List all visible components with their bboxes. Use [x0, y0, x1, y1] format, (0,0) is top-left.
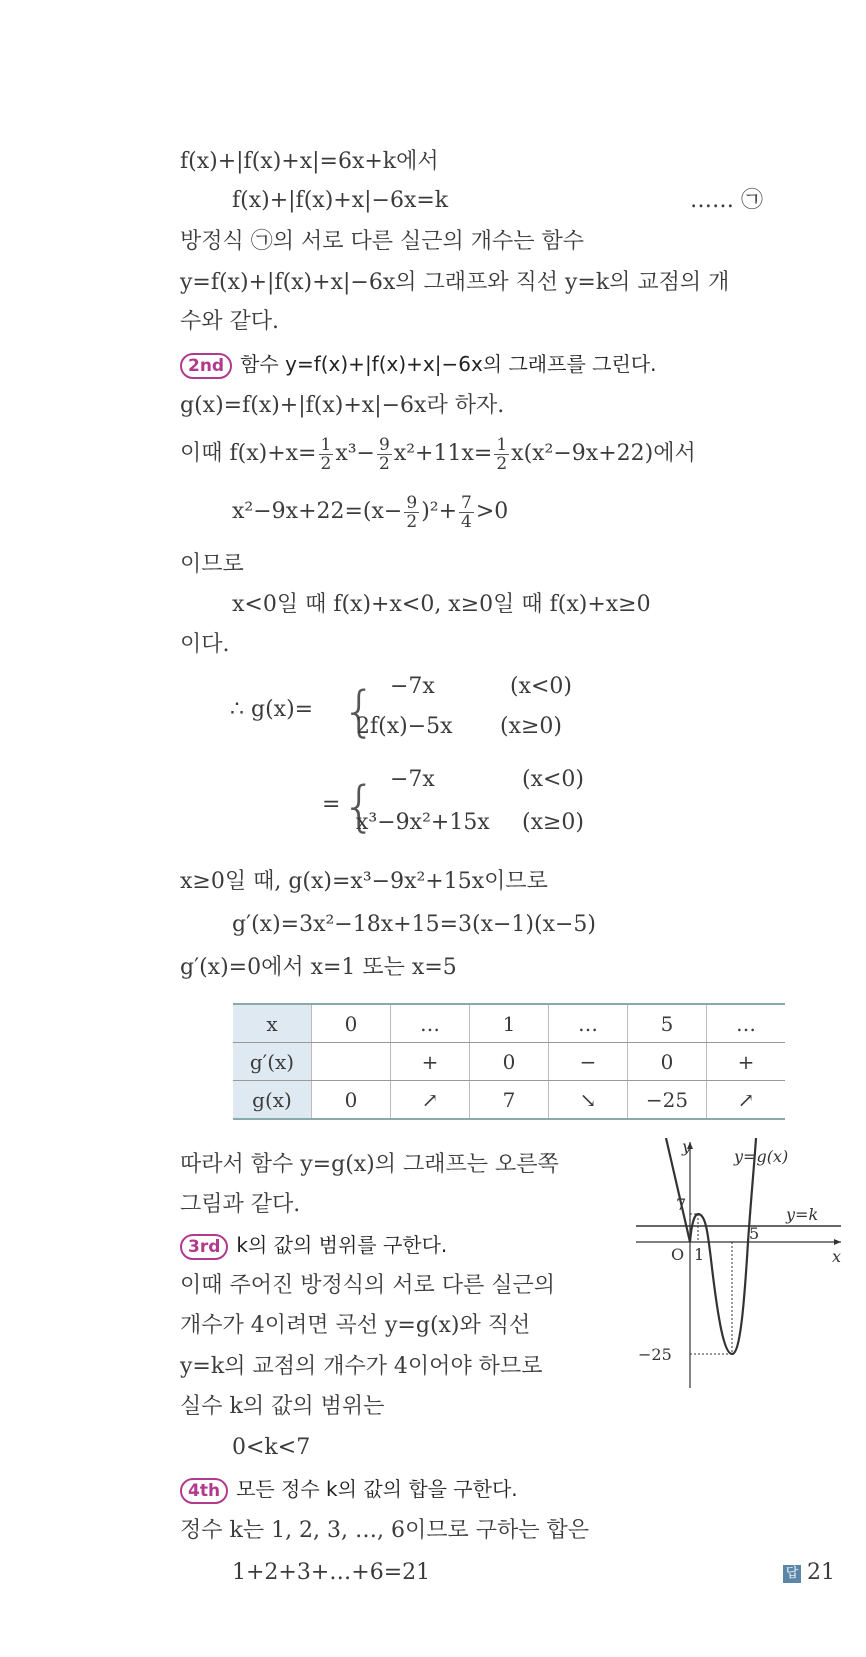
table-cell: 1 — [470, 1004, 549, 1043]
fraction-line — [180, 434, 696, 474]
line: x<0일 때 f(x)+x<0, x≥0일 때 f(x)+x≥0 — [232, 592, 651, 617]
line: 이때 주어진 방정식의 서로 다른 실근의 — [180, 1273, 555, 1298]
line: 그림과 같다. — [180, 1192, 301, 1217]
table-cell: − — [549, 1043, 628, 1081]
x-axis-label: x — [832, 1247, 842, 1266]
line-label: y=k — [786, 1205, 819, 1224]
tick-label: 5 — [749, 1224, 760, 1243]
line: g′(x)=0에서 x=1 또는 x=5 — [180, 955, 457, 980]
text: x(x²−9x+22)에서 — [511, 441, 696, 466]
table-cell: + — [707, 1043, 786, 1081]
table-cell: g(x) — [233, 1081, 312, 1120]
fraction-line — [232, 492, 508, 532]
origin-label: O — [671, 1245, 685, 1264]
text: x²+11x= — [393, 441, 493, 466]
fraction: $\frac{9}{2}$ — [406, 492, 418, 532]
line: f(x)+|f(x)+x|=6x+k에서 — [180, 149, 439, 174]
line: 이므로 — [180, 552, 244, 577]
x-axis-arrow-icon — [834, 1239, 841, 1245]
line: y=k의 교점의 개수가 4이어야 하므로 — [180, 1354, 543, 1379]
line: 방정식 ㉠의 서로 다른 실근의 개수는 함수 — [180, 229, 584, 254]
table-cell: … — [549, 1004, 628, 1043]
brace: { — [342, 680, 377, 743]
answer-value: 21 — [807, 1560, 835, 1585]
variation-table — [233, 1003, 785, 1120]
brace: { — [342, 775, 377, 838]
table-cell: 0 — [312, 1004, 391, 1043]
text: >0 — [475, 499, 509, 524]
step-badge: 3rd — [180, 1234, 228, 1260]
text: x²−9x+22=(x− — [232, 499, 403, 524]
line: 0<k<7 — [232, 1435, 311, 1460]
step-badge: 4th — [180, 1478, 228, 1504]
y-axis-label: y — [682, 1138, 692, 1156]
equation-tag: …… ㉠ — [690, 188, 763, 213]
table-cell: ↗ — [707, 1081, 786, 1120]
line: g′(x)=3x²−18x+15=3(x−1)(x−5) — [232, 912, 597, 937]
table-cell: ↘ — [549, 1081, 628, 1120]
equation-1: f(x)+|f(x)+x|−6x=k — [232, 188, 449, 213]
answer — [783, 1560, 835, 1585]
tick-label: 1 — [694, 1245, 705, 1264]
piecewise-lhs: ∴ g(x)= — [230, 697, 314, 722]
tick-label: 7 — [676, 1195, 687, 1214]
table-cell: … — [391, 1004, 470, 1043]
line: 실수 k의 값의 범위는 — [180, 1394, 385, 1419]
fraction: $\frac{1}{2}$ — [320, 434, 332, 474]
line: 개수가 4이려면 곡선 y=g(x)와 직선 — [180, 1313, 531, 1338]
table-cell: 0 — [312, 1081, 391, 1120]
piecewise-lhs: = — [322, 792, 341, 817]
table-cell: 5 — [628, 1004, 707, 1043]
tick-label: −25 — [638, 1345, 672, 1364]
table-cell: … — [707, 1004, 786, 1043]
line: 정수 k는 1, 2, 3, …, 6이므로 구하는 합은 — [180, 1518, 590, 1543]
table-cell: 0 — [470, 1043, 549, 1081]
step-heading-3rd — [180, 1230, 447, 1260]
table-cell: g′(x) — [233, 1043, 312, 1081]
table-cell: 7 — [470, 1081, 549, 1120]
text: x³− — [335, 441, 375, 466]
line: 수와 같다. — [180, 309, 279, 334]
table-row — [233, 1043, 785, 1081]
line: 따라서 함수 y=g(x)의 그래프는 오른쪽 — [180, 1152, 559, 1177]
table-cell: x — [233, 1004, 312, 1043]
line: y=f(x)+|f(x)+x|−6x의 그래프와 직선 y=k의 교점의 개 — [180, 270, 730, 295]
line: 이다. — [180, 632, 230, 657]
answer-icon: 답 — [783, 1565, 801, 1583]
table-cell: + — [391, 1043, 470, 1081]
piece: x³−9x²+15x — [356, 810, 490, 835]
piece-cond: (x<0) — [522, 767, 585, 792]
function-graph — [636, 1138, 846, 1398]
fraction: $\frac{9}{2}$ — [379, 434, 390, 474]
text: )²+ — [421, 499, 458, 524]
text: 이때 f(x)+x= — [180, 441, 317, 466]
step-text: k의 값의 범위를 구한다. — [236, 1233, 448, 1257]
table-row — [233, 1004, 785, 1043]
line: x≥0일 때, g(x)=x³−9x²+15x이므로 — [180, 869, 548, 894]
table-cell — [312, 1043, 391, 1081]
table-row — [233, 1081, 785, 1120]
line: g(x)=f(x)+|f(x)+x|−6x라 하자. — [180, 393, 505, 418]
step-text: 모든 정수 k의 값의 합을 구한다. — [236, 1477, 518, 1501]
step-heading-2nd — [180, 349, 656, 379]
piece: −7x — [390, 674, 435, 699]
fraction: $\frac{7}{4}$ — [461, 492, 472, 532]
step-badge: 2nd — [180, 353, 232, 379]
line: 1+2+3+…+6=21 — [232, 1560, 431, 1585]
table-cell: −25 — [628, 1081, 707, 1120]
table-cell: ↗ — [391, 1081, 470, 1120]
piece-cond: (x≥0) — [522, 810, 585, 835]
piece-cond: (x<0) — [510, 674, 573, 699]
fraction: $\frac{1}{2}$ — [496, 434, 508, 474]
step-text: 함수 y=f(x)+|f(x)+x|−6x의 그래프를 그린다. — [240, 352, 657, 376]
table-cell: 0 — [628, 1043, 707, 1081]
piece-cond: (x≥0) — [500, 714, 563, 739]
piece: 2f(x)−5x — [356, 714, 453, 739]
step-heading-4th — [180, 1474, 518, 1504]
curve-label: y=g(x) — [734, 1147, 789, 1166]
piece: −7x — [390, 767, 435, 792]
